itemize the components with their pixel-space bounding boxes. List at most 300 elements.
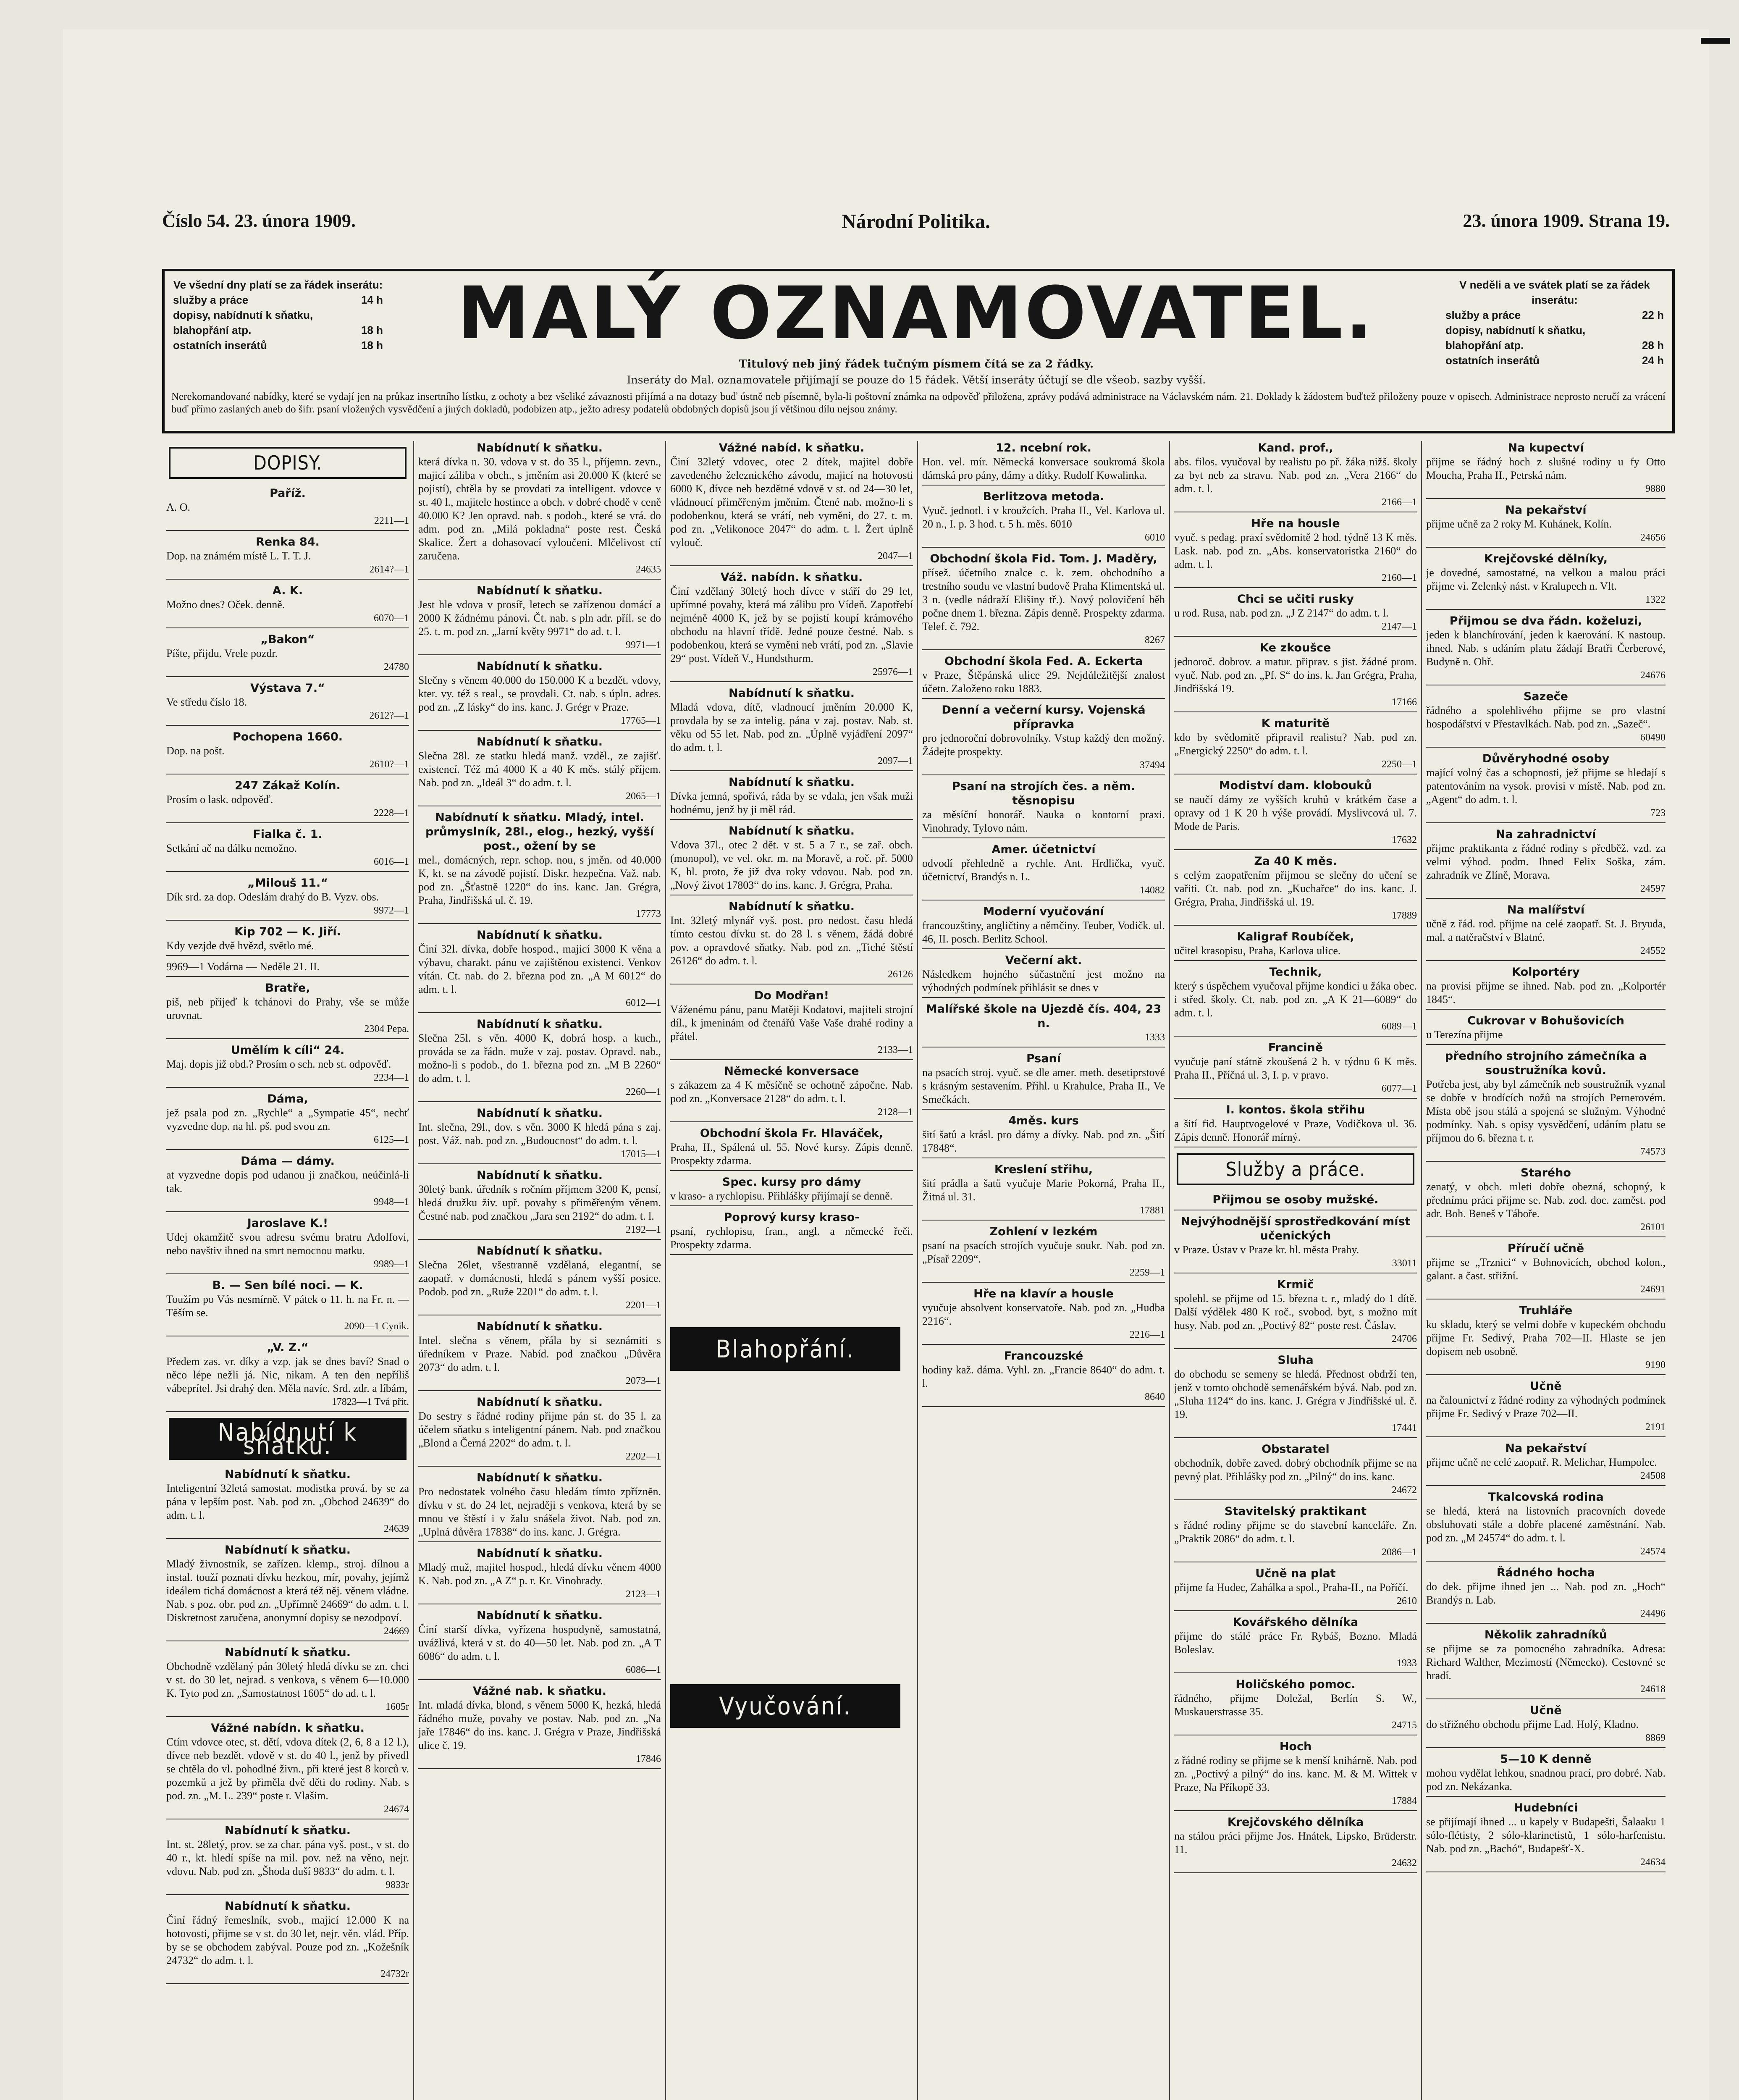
classified-ad [922, 1225, 1165, 1283]
marriage-list-2 [418, 441, 661, 1769]
ad-body: přijme učně za 2 roky M. Kuhánek, Kolín. [1426, 518, 1612, 530]
ad-reference-number: 8640 [1145, 1391, 1165, 1402]
ad-reference-number: 8267 [1145, 635, 1165, 646]
classified-ad [1426, 1628, 1666, 1699]
ad-reference-number: 17632 [1392, 835, 1417, 845]
ad-reference-number: 2128—1 [878, 1107, 913, 1118]
ad-heading: Vážné nabídn. k sňatku. [211, 1722, 365, 1735]
teaching-list [922, 441, 1165, 1407]
ad-body: se naučí dámy ze vyšších kruhů v krátkém čase a opravy od 1 K 20 h výše provádí. Myslivcová ul. 7. Mode de Paris. [1174, 793, 1417, 832]
classified-ad [166, 1341, 409, 1412]
ad-heading: Amer. účetnictví [991, 843, 1096, 856]
ad-reference-number: 17846 [636, 1754, 661, 1764]
ad-body: v kraso- a rychlopisu. Přihlášky přijímají se denně. [670, 1190, 893, 1202]
classified-ad [1426, 903, 1666, 961]
ad-heading: Příručí učně [1507, 1242, 1584, 1255]
ad-body: šití šatů a krásl. pro dámy a dívky. Nab. pod zn. „Šití 17848“. [922, 1129, 1165, 1154]
ad-body: přijme se „Trznici“ v Bohnovicích, obchod kolon., galant. a čast. střižní. [1426, 1256, 1666, 1282]
column-6 [1422, 441, 1670, 2100]
ad-reference-number: 2147—1 [1382, 621, 1417, 632]
ad-reference-number: 1933 [1397, 1658, 1417, 1669]
ad-heading: Krejčovského dělníka [1227, 1816, 1364, 1829]
ad-heading: Tkalcovská rodina [1488, 1491, 1604, 1504]
classified-ad [166, 1154, 409, 1212]
ad-heading: Nabídnutí k sňatku. [477, 1547, 603, 1560]
ad-reference-number: 26101 [1640, 1222, 1666, 1233]
ad-reference-number: 24691 [1640, 1284, 1666, 1295]
column-2 [414, 441, 666, 2100]
ad-reference-number: 2047—1 [878, 551, 913, 562]
ad-heading: Do Modřan! [754, 989, 829, 1002]
ad-body: je dovedné, samostatné, na velkou a malou práci přijme vi. Zelenký nást. v Kralupech n. Vlt. [1426, 567, 1666, 592]
classified-ad [418, 1017, 661, 1102]
ad-body: Potřeba jest, aby byl zámečník neb soustružník vyznal se dobře v brodících nožů na strojích Pernerovém. Místa obě jsou stálá a spojená se služným. Výhodné podmínky. Nab. s opisy vysvědčení, udáním platu se příjmou do 6. března t. r. [1426, 1078, 1666, 1144]
classified-ad [1174, 592, 1417, 637]
ad-body: spolehl. se přijme od 15. března t. r., mladý do 1 dítě. Další výdělek 480 K roč., svobod. byt, s možno mít husy. Nab. pod zn. „Poctivý 82“ poste rest. Čáslav. [1174, 1292, 1417, 1331]
ad-reference-number: 17823—1 Tvá přít. [331, 1396, 409, 1407]
classified-ad [1174, 1103, 1417, 1147]
classified-ad [1174, 1740, 1417, 1811]
ad-heading: Hudebníci [1513, 1801, 1578, 1814]
ad-heading: Berlitzova metoda. [983, 490, 1104, 503]
ad-reference-number: 74573 [1640, 1146, 1666, 1157]
ad-body: Slečna 26let, všestranně vzdělaná, elegantní, se zaopatř. v domácnosti, hledá s pánem vyšší posice. Podob. pod zn. „Ruže 2201“ do adm. t. l. [418, 1259, 661, 1298]
ad-reference-number: 2191 [1645, 1422, 1666, 1433]
classified-ad [1174, 1504, 1417, 1562]
ad-reference-number: 2090—1 Cynik. [344, 1321, 409, 1332]
page-edge-mark [1701, 38, 1730, 44]
ad-heading: Fialka č. 1. [253, 828, 323, 841]
ad-body: A. O. [166, 501, 191, 513]
ad-heading: Nabídnutí k sňatku. [477, 1244, 603, 1257]
classified-ad [166, 730, 409, 774]
ad-heading: Vážné nab. k sňatku. [473, 1685, 606, 1698]
ad-reference-number: 17881 [1140, 1205, 1165, 1216]
ad-heading: Cukrovar v Bohušovicích [1467, 1014, 1624, 1027]
ad-body: piš, neb přijeď k tchánovi do Prahy, vše se může urovnat. [166, 996, 409, 1021]
ad-body: francouzštiny, angličtiny a němčiny. Teuber, Vodičk. ul. 46, II. posch. Berlitz School. [922, 919, 1165, 945]
ad-heading: Paříž. [270, 487, 306, 500]
jobs-subheading [1174, 1193, 1417, 1210]
ad-body: na provisi přijme se ihned. Nab. pod zn. „Kolportér 1845“. [1426, 980, 1666, 1005]
classified-ad [1174, 1615, 1417, 1673]
ad-body: na čalounictví z řádné rodiny za výhodných podmínek přijme Fr. Sedivý v Praze 702—II. [1426, 1394, 1666, 1420]
classified-ad [1174, 930, 1417, 961]
ad-heading: K maturitě [1261, 717, 1330, 730]
ad-heading: Nabídnutí k sňatku. [225, 1900, 351, 1913]
ad-reference-number: 24732r [380, 1969, 409, 1979]
classified-ad [166, 827, 409, 872]
ad-reference-number: 2250—1 [1382, 759, 1417, 770]
jobs-subheading-text: Přijmou se osoby mužské. [1212, 1193, 1379, 1206]
classified-ad [418, 659, 661, 731]
ad-body: Pro nedostatek volného času hledám tímto zpřízněn. dívku v st. do 24 let, nejraději s venkova, která by se mnou ve štěstí i v žalu snášela život. Nab. pod zn. „Uplná důvěra 17838“ do ins. kanc. J. Grégra. [418, 1486, 661, 1538]
ad-heading: Nabídnutí k sňatku. [225, 1646, 351, 1659]
classified-ad [1174, 965, 1417, 1037]
ad-heading: Německé konversace [724, 1065, 859, 1078]
ad-heading: Poprový kursy kraso- [724, 1211, 860, 1224]
ad-body: Vdova 37l., otec 2 dět. v st. 5 a 7 r., se zař. obch. (monopol), ve vel. okr. m. na Moravě, a roč. př. 5000 K, hl. proto, že již dva roky vdovou. Nab. pod zn. „Nový život 17803“ do ins. kanc. J. Grégra, Praha. [670, 839, 913, 891]
section-title: MALÝ OZNAMOVATEL. [457, 271, 1375, 355]
letters-list [166, 486, 409, 1412]
classified-ad [1174, 1567, 1417, 1611]
ad-body: psaní na psacích strojích vyučuje soukr. Nab. pod zn. „Písař 2209“. [922, 1239, 1165, 1265]
ad-reference-number: 24639 [384, 1523, 409, 1534]
ad-body: Int. st. 28letý, prov. se za char. pána vyš. post., v st. do 40 r., kt. hledí spíše na mil. pov. než na věno, nejr. vdovu. Nab. pod zn. „Šhoda duší 9833“ do adm. t. l. [166, 1838, 409, 1877]
classified-ad [166, 1216, 409, 1274]
classified-ad [166, 1824, 409, 1895]
ad-reference-number: 723 [1650, 808, 1666, 819]
ad-reference-number: 2065—1 [626, 791, 661, 802]
ad-body: kdo by svědomitě připravil realistu? Nab. pod zn. „Energický 2250“ do adm. t. l. [1174, 731, 1417, 757]
ad-body: učitel krasopisu, Praha, Karlova ulice. [1174, 945, 1341, 957]
section-label-jobs: Služby a práce. [1177, 1153, 1414, 1185]
classified-ad [1426, 965, 1666, 1010]
page-number: 23. února 1909. Strana 19. [1463, 210, 1670, 231]
rate-label: dopisy, nabídnutí k sňatku, [1445, 324, 1586, 336]
ad-heading: Na kupectví [1508, 441, 1584, 454]
ad-reference-number: 24552 [1640, 945, 1666, 956]
ad-heading: Na pekařství [1505, 1442, 1587, 1455]
ad-heading: Bratře, [265, 982, 310, 995]
ad-heading: Psaní na strojích čes. a něm. těsnopisu [952, 780, 1135, 807]
ad-body: Činí starší dívka, vyřízena hospodyně, samostatná, uvážlivá, která v st. do 40—50 let. Nab. pod zn. „A T 6086“ do adm. t. l. [418, 1623, 661, 1662]
ad-reference-number: 1333 [1145, 1032, 1165, 1043]
section-label-marriage: Nabídnutí k sňatku. [169, 1418, 407, 1460]
weekday-rates-heading: Ve všední dny platí se za řádek inserátu: [173, 278, 383, 291]
classified-ad [166, 1092, 409, 1150]
rate-row [1445, 353, 1664, 368]
ad-body: Následkem hojného sůčastnění jest možno na výhodných podmínek přihlásit se dnes v [922, 968, 1165, 994]
ad-heading: Obchodní škola Fr. Hlaváček, [700, 1127, 884, 1140]
classified-ad [1174, 441, 1417, 512]
rate-price: 14 h [361, 294, 383, 306]
classified-ad [1426, 1379, 1666, 1437]
classified-ad [1426, 1304, 1666, 1375]
classified-ad [670, 1126, 913, 1171]
rate-row [1445, 338, 1664, 353]
ad-reference-number: 24634 [1640, 1857, 1666, 1868]
ad-reference-number: 2202—1 [626, 1451, 661, 1462]
classified-ad [166, 925, 409, 956]
ad-heading: Nabídnutí k sňatku. [225, 1468, 351, 1481]
ad-heading: Umělím k cíli“ 24. [231, 1044, 345, 1057]
section-label-congrats: Blahopřání. [670, 1327, 900, 1371]
ad-heading: Francině [1268, 1041, 1323, 1054]
ad-body: Činí řádný řemeslník, svob., majicí 12.000 K na hotovosti, přijme se v st. do 30 let, nejr. věn. vlád. Příp. by se se obchodem zabýval. Pouze pod zn. „Kožešník 24732“ do adm. t. l. [166, 1914, 409, 1966]
ad-body: Jest hle vdova v prosíř, letech se zařízenou domácí a 2000 K žádnému pánovi. Čt. nab. s pln adr. příl. se do 25. t. m. pod zn. „Jarní květy 9971“ do ad. t. l. [418, 598, 661, 638]
classified-ad [922, 1163, 1165, 1221]
ad-reference-number: 33011 [1392, 1258, 1417, 1269]
ad-heading: Ke zkoušce [1260, 641, 1331, 654]
classified-ad [670, 1210, 913, 1255]
classified-ad [1174, 717, 1417, 774]
classified-ad [1174, 1442, 1417, 1500]
ad-body: přísež. účetního znalce c. k. zem. obchodního a trestního soudu ve vlastní budově Praha Klimentská ul. 3 n. (vedle nádraží Elišiny tř.). Nový polovičení běh počne dnem 1. března. Zápis denně. Prospekty zdarma. Telef. č. 792. [922, 567, 1165, 633]
ad-body: Mladý živnostník, se zařízen. klemp., stroj. dílnou a instal. touží poznati dívku hezkou, mír, povahy, jejímž ideálem tichá domácnost a která též něj. věnem vládne. Nab. s poz. obr. pod zn. „Upřímně 24669“ do adm. t. l. Diskretnost zaručena, anonymní dopisy se nezodpoví. [166, 1558, 409, 1624]
ad-heading: Přijmou se dva řádn. koželuzi, [1449, 614, 1642, 627]
ad-body: v Praze, Štěpánská ulice 29. Nejdůležitější znalost účetn. Založeno roku 1883. [922, 669, 1165, 695]
ad-heading: A. K. [272, 584, 303, 597]
ad-reference-number: 17166 [1392, 697, 1417, 708]
section-label-letters: DOPISY. [169, 447, 407, 479]
ad-heading: Nabídnutí k sňatku. [729, 824, 855, 837]
ad-heading: Důvěryhodné osoby [1482, 752, 1610, 765]
classified-ad [922, 1287, 1165, 1345]
ad-body: s řádné rodiny přijme se do stavební kanceláře. Zn. „Praktik 2086“ do adm. t. l. [1174, 1519, 1417, 1545]
ad-body: za měsíční honorář. Nauka o kontorní praxi. Vinohrady, Tylovo nám. [922, 808, 1165, 834]
classified-ad [166, 1278, 409, 1336]
classified-ad [922, 490, 1165, 548]
ad-body: Ve středu číslo 18. [166, 696, 247, 708]
running-head [162, 210, 1670, 239]
ad-body: Intel. slečna s věnem, přála by si seznámiti s úředníkem v Praze. Nabíd. pod značkou „Důvěra 2073“ do adm. t. l. [418, 1334, 661, 1373]
ad-reference-number: 2133—1 [878, 1045, 913, 1055]
rate-label: ostatních inserátů [1445, 354, 1540, 367]
ad-reference-number: 6077—1 [1382, 1083, 1417, 1094]
ad-body: Vyuč. jednotl. i v kroužcích. Praha II., Vel. Karlova ul. 20 n., I. p. 3 hod. t. 5 h. měs. 6010 [922, 504, 1165, 530]
classified-ad [166, 633, 409, 677]
classified-ad [1174, 779, 1417, 850]
classified-ad [166, 486, 409, 531]
ad-body: Do sestry s řádné rodiny přijme pán st. do 35 l. za účelem sňatku s inteligentní pánem. Nab. pod značkou „Blond a Černá 2202“ do adm. t. l. [418, 1410, 661, 1449]
ad-body: Slečny s věnem 40.000 do 150.000 K a bezdět. vdovy, kter. vy. též s real., se provdali. Ct. nab. s úpln. adres. pod zn. „Z lásky“ do ins. kanc. J. Grégr v Praze. [418, 674, 661, 713]
ad-heading: Dáma, [267, 1092, 308, 1105]
ad-heading: Nabídnutí k sňatku. [477, 1018, 603, 1031]
rate-label: ostatních inserátů [173, 339, 267, 352]
classified-ad [670, 824, 913, 895]
ad-heading: Několik zahradníků [1484, 1628, 1608, 1641]
classified-ad [1174, 517, 1417, 588]
ad-reference-number: 1322 [1645, 594, 1666, 605]
ad-body: Setkání ač na dálku nemožno. [166, 842, 297, 854]
ad-reference-number: 24669 [384, 1626, 409, 1637]
ad-heading: Nabídnutí k sňatku. [225, 1824, 351, 1837]
ad-reference-number: 2612?—1 [369, 710, 409, 721]
classified-ad [166, 981, 409, 1039]
ad-body: přijme do stálé práce Fr. Rybáš, Bozno. Mladá Boleslav. [1174, 1630, 1417, 1656]
classified-ad [166, 1899, 409, 1984]
ad-heading: Kolportéry [1512, 966, 1580, 979]
classified-ad [1426, 1014, 1666, 1045]
ad-reference-number: 24632 [1392, 1858, 1417, 1869]
ad-body: Praha, II., Spálená ul. 55. Nové kursy. Zápis denně. Prospekty zdarma. [670, 1141, 913, 1167]
ad-heading: Moderní vyučování [983, 905, 1104, 918]
ad-body: abs. filos. vyučoval by realistu po př. žáka nižš. školy za byt neb za stravu. Nab. pod zn. „Vera 2166“ do adm. t. l. [1174, 456, 1417, 495]
ad-body: u rod. Rusa, nab. pod zn. „J Z 2147“ do adm. t. l. [1174, 607, 1389, 619]
ad-body: řádného, přijme Doležal, Berlín S. W., Muskauerstrasse 35. [1174, 1692, 1417, 1718]
ad-body: na psacích stroj. vyuč. se dle amer. meth. desetiprstové s krásným sestavením. Přihl. u Krahulce, Praha II., Ve Smečkách. [922, 1066, 1165, 1105]
rate-row [1445, 307, 1664, 323]
classified-ad [418, 1106, 661, 1164]
ad-body: mohou vydělat lehkou, snadnou prací, pro dobré. Nab. pod zn. Nekázanka. [1426, 1767, 1666, 1793]
ad-body: Inteligentní 32letá samostat. modistka prová. by se za pána v lepším post. Nab. pod zn. „Obchod 24639“ do adm. t. l. [166, 1482, 409, 1521]
ad-reference-number: 2160—1 [1382, 572, 1417, 583]
ad-reference-number: 24674 [384, 1804, 409, 1815]
ad-reference-number: 8869 [1645, 1732, 1666, 1743]
ad-reference-number: 6125—1 [374, 1134, 409, 1145]
ad-heading: Hře na housle [1251, 517, 1340, 530]
ad-body: Prosím o lask. odpověď. [166, 793, 273, 806]
issue-number: Číslo 54. 23. února 1909. [162, 210, 356, 231]
ad-reference-number: 24635 [636, 564, 661, 575]
classified-ad [1426, 1752, 1666, 1797]
classified-ad [922, 703, 1165, 775]
ad-reference-number: 24672 [1392, 1485, 1417, 1496]
ad-body: pro jednoroční dobrovolníky. Vstup každý den možný. Žádejte prospekty. [922, 732, 1165, 758]
rate-price: 22 h [1642, 309, 1664, 321]
ad-reference-number: 2614?—1 [369, 564, 409, 575]
ad-reference-number: 24508 [1640, 1470, 1666, 1481]
ad-heading: Učně [1530, 1704, 1562, 1717]
newspaper-name: Národní Politika. [842, 210, 990, 233]
ad-body: Předem zas. vr. díky a vzp. jak se dnes baví? Snad o něco lépe nežli já. Nic, nikam. A ten den nepříliš vábeprítel. Jsi drahý den. Měla navíc. Srd. zdr. a líbám, [166, 1355, 409, 1394]
classified-ad [166, 876, 409, 921]
classified-ad [418, 584, 661, 655]
classified-ad [418, 1546, 661, 1604]
ad-body: Obchodně vzdělaný pán 30letý hledá dívku se zn. chci v st. do 30 let, nejrad. s venkova, s věnem 6—10.000 K. Tyto pod zn. „Samostatnost 1605“ do ad. t. l. [166, 1660, 409, 1699]
classified-ad [1174, 1815, 1417, 1873]
ad-body: vyučuje paní státně zkoušená 2 h. v týdnu 6 K měs. Praha II., Příčná ul. 3, I. p. v pravo. [1174, 1055, 1417, 1081]
ad-body: Dívka jemná, spořivá, ráda by se vdala, jen však muži hodnému, jenž by ji měl rád. [670, 790, 913, 816]
ad-body: Váženému pánu, panu Matěji Kodatovi, majiteli strojní díl., k jmeninám od čtenářů Vaše Vaše drahé rodiny a přátel. [670, 1003, 913, 1042]
holiday-rates-heading: V neděli a ve svátek platí se za řádek inserátu: [1459, 278, 1650, 306]
ad-heading: 247 Zákaž Kolín. [235, 779, 341, 792]
ad-heading: Nabídnutí k sňatku. [477, 1169, 603, 1182]
classified-ad [418, 441, 661, 580]
classified-ad [670, 570, 913, 682]
ad-heading: Krmič [1277, 1278, 1314, 1291]
ad-body: který s úspěchem vyučoval přijme kondici u žáka obec. i střed. školy. Ct. nab. pod zn. „A K 21—6089“ do adm. t. l. [1174, 980, 1417, 1019]
ad-reference-number: 9972—1 [374, 905, 409, 916]
ad-body: s zákazem za 4 K měsíčně se ochotně zápočne. Nab. pod zn. „Konversace 2128“ do adm. t. l. [670, 1079, 913, 1105]
classified-ad [922, 1114, 1165, 1158]
ad-heading: Obchodní škola Fed. A. Eckerta [944, 655, 1143, 668]
classified-ad [670, 1064, 913, 1122]
ad-body: učně z řád. rod. přijme na celé zaopatř. St. J. Bryuda, mal. a natěračství v Blatné. [1426, 918, 1666, 943]
ad-reference-number: 2304 Pepa. [364, 1024, 409, 1034]
column-3 [666, 441, 918, 2100]
ad-body: na stálou práci přijme Jos. Hnátek, Lipsko, Brüderstr. 11. [1174, 1830, 1417, 1856]
classified-ad [922, 780, 1165, 838]
ad-heading: Sluha [1277, 1354, 1314, 1367]
ad-body: 30letý bank. úředník s ročním příjmem 3200 K, pensí, hledá družku živ. upř. povahy s přiměřeným věnem. Čestné nab. pod značkou „Jara sen 2192“ do adm. t. l. [418, 1183, 661, 1222]
ad-body: Činí 32l. dívka, dobře hospod., majicí 3000 K věna a výbavu, charakt. pánu ve zajištěnou existenci. Venkov vítán. Ct. nab. do 2. března pod zn. „A M 6012“ do adm. t. l. [418, 943, 661, 995]
ad-heading: Krejčovské dělníky, [1484, 552, 1608, 565]
ad-heading: „Bakon“ [260, 633, 315, 646]
classified-ad [1426, 1441, 1666, 1486]
ad-heading: Váž. nabídn. k sňatku. [720, 571, 863, 584]
ad-heading: Nabídnutí k sňatku. Mladý, intel. průmyslník, 28l., elog., hezký, vyšší post., ožení by se [425, 811, 654, 853]
ad-reference-number: 2166—1 [1382, 497, 1417, 508]
ad-reference-number: 2259—1 [1130, 1267, 1165, 1278]
ad-body: zenatý, v obch. mleti dobře obezná, schopný, k přednímu práci přijme se. Nab. zod. doc. zaměst. pod adr. Boh. Beneš v Táboře. [1426, 1181, 1666, 1220]
ad-reference-number: 26126 [888, 969, 913, 980]
ad-body: Slečna 25l. s věn. 4000 K, dobrá hosp. a kuch., prováda se za řádn. muže v zaj. postav. Opravd. nab., možno-li s podob., do 1. března pod zn. „M B 2260“ do adm. t. l. [418, 1032, 661, 1084]
ad-body: se přijme se za pomocného zahradníka. Adresa: Richard Walther, Mezimostí (Německo). Cestovné se hradí. [1426, 1643, 1666, 1682]
classified-ad [418, 1168, 661, 1240]
ad-body: Int. mladá dívka, blond, s věnem 5000 K, hezká, hledá řádného muže, povahy ve postav. Nab. pod zn. „Na jaře 17846“ do ins. kanc. J. Grégra v Praze, Jindřišská ulice č. 19. [418, 1699, 661, 1751]
classified-ad [922, 953, 1165, 998]
ad-reference-number: 2211—1 [374, 515, 409, 526]
column-4 [918, 441, 1170, 2100]
classified-ad [166, 1543, 409, 1641]
classified-ad [1426, 441, 1666, 499]
ad-body: řádného a spolehlivého přijme se pro vlastní hospodářství v Přestavlkách. Nab. pod zn. „Sazeč“. [1426, 704, 1666, 730]
rate-label: blahopřání atp. [173, 324, 252, 336]
ad-body: jež psala pod zn. „Rychle“ a „Sympatie 45“, nechť vyzvedne dop. na hl. pš. pod svou zn. [166, 1107, 409, 1132]
section-label-teaching: Vyučování. [670, 1684, 900, 1728]
ad-body: do obchodu se semeny se hledá. Přednost obdrží ten, jenž v tomto obchodě semenářském bývá. Nab. pod zn. „Sluha 1124“ do ins. kanc. J. Grégra v Jindřišské ul. č. 19. [1174, 1368, 1417, 1420]
ad-body: která dívka n. 30. vdova v st. do 35 l., příjemn. zevn., majicí záliba v obch., s jměním asi 20.000 K (které se pojistí), chtěla by se provdati za intelligent. vdovce v st. 40 l., majitele hostince a obch. v dobré chodě v ceně 40.000 K? Jen opravd. nab. s podob., které se vrá. do adm. pod zn. „Milá pokladna“ poste rest. Česká Skalice. Žert a dohasovací vyloučeni. Mlčelivost ctí zaručena. [418, 456, 661, 562]
classified-ad [922, 654, 1165, 699]
ad-heading: Kreslení střihu, [994, 1163, 1093, 1176]
ad-reference-number: 25976—1 [873, 667, 913, 677]
ad-heading: Výstava 7.“ [250, 682, 325, 695]
ad-heading: Modiství dam. klobouků [1219, 779, 1372, 792]
ad-heading: „Milouš 11.“ [247, 877, 328, 890]
ad-reference-number: 14082 [1140, 885, 1165, 896]
ad-heading: Na malířství [1507, 903, 1585, 916]
ad-heading: předního strojního zámečníka a soustružníka kovů. [1445, 1050, 1647, 1077]
ad-body: přijme učně ne celé zaopatř. R. Melichar, Humpolec. [1426, 1456, 1657, 1468]
classified-ad [922, 1349, 1165, 1407]
ad-body: šití prádla a šatů vyučuje Marie Pokorná, Praha II., Žitná ul. 31. [922, 1177, 1165, 1203]
ad-body: jeden k blanchírování, jeden k kaerování. K nastoup. ihned. Nab. s udáním platu žádají Bratři Čerberové, Budyně n. Ohř. [1426, 629, 1666, 668]
ad-body: Udej okamžitě svou adresu svému bratru Adolfovi, nebo navštiv ihned na smrt nemocnou matku. [166, 1231, 409, 1257]
classified-ad [166, 1646, 409, 1717]
ad-heading: B. — Sen bílé noci. — K. [212, 1279, 363, 1292]
classified-ad [418, 1320, 661, 1391]
ad-body: z řádné rodiny se přijme se k menší knihárně. Nab. pod zn. „Poctivý a pilný“ do ins. kanc. M. & M. Wittek v Praze, Na Příkopě 33. [1174, 1754, 1417, 1793]
section-subtitle-rules: Inseráty do Mal. oznamovatele přijímají se pouze do 15 řádek. Větší inseráty účtují se dle všeob. sazby vyšší. [627, 374, 1206, 386]
ad-heading: Kovářského dělníka [1233, 1616, 1359, 1629]
classified-ad [418, 928, 661, 1013]
rate-row [173, 292, 383, 307]
rate-price: 18 h [361, 324, 383, 336]
ad-reference-number: 24574 [1640, 1546, 1666, 1557]
classified-ad [1426, 752, 1666, 823]
ad-reference-number: 2216—1 [1130, 1329, 1165, 1340]
ad-body: v Praze. Ústav v Praze kr. hl. města Prahy. [1174, 1244, 1359, 1256]
masthead-box [162, 269, 1675, 433]
classified-ad [922, 1002, 1165, 1047]
rate-row [173, 323, 383, 338]
ad-reference-number: 17441 [1392, 1423, 1417, 1433]
classified-ad [670, 775, 913, 820]
ad-reference-number: 2228—1 [374, 808, 409, 819]
ad-reference-number: 24780 [384, 662, 409, 672]
ad-heading: Večerní akt. [1005, 954, 1082, 967]
classified-ad [418, 1471, 661, 1542]
ad-heading: Kaligraf Roubíček, [1237, 930, 1354, 943]
ad-heading: Učně [1530, 1380, 1562, 1393]
ad-heading: Za 40 K měs. [1254, 855, 1337, 868]
classified-ad [670, 1175, 913, 1206]
classified-ad [166, 535, 409, 580]
ad-body: Hon. vel. mír. Německá konversace soukromá škola dámská pro pány, dámy a dítky. Rudolf Kowalinka. [922, 456, 1165, 481]
jobs-list [1174, 1215, 1417, 1873]
ad-body: přijme fa Hudec, Zahálka a spol., Praha-II., na Poříčí. [1174, 1581, 1409, 1593]
ad-reference-number: 24706 [1392, 1334, 1417, 1344]
ad-reference-number: 2610 [1397, 1596, 1417, 1606]
ad-heading: Kand. prof., [1258, 441, 1333, 454]
ad-heading: Denní a večerní kursy. Vojenská přípravka [942, 704, 1146, 731]
ad-body: Dík srd. za dop. Odeslám drahý do B. Vyzv. obs. [166, 891, 379, 903]
ad-heading: Nabídnutí k sňatku. [477, 1396, 603, 1409]
classified-ad [166, 681, 409, 726]
classified-columns [162, 441, 1670, 2100]
